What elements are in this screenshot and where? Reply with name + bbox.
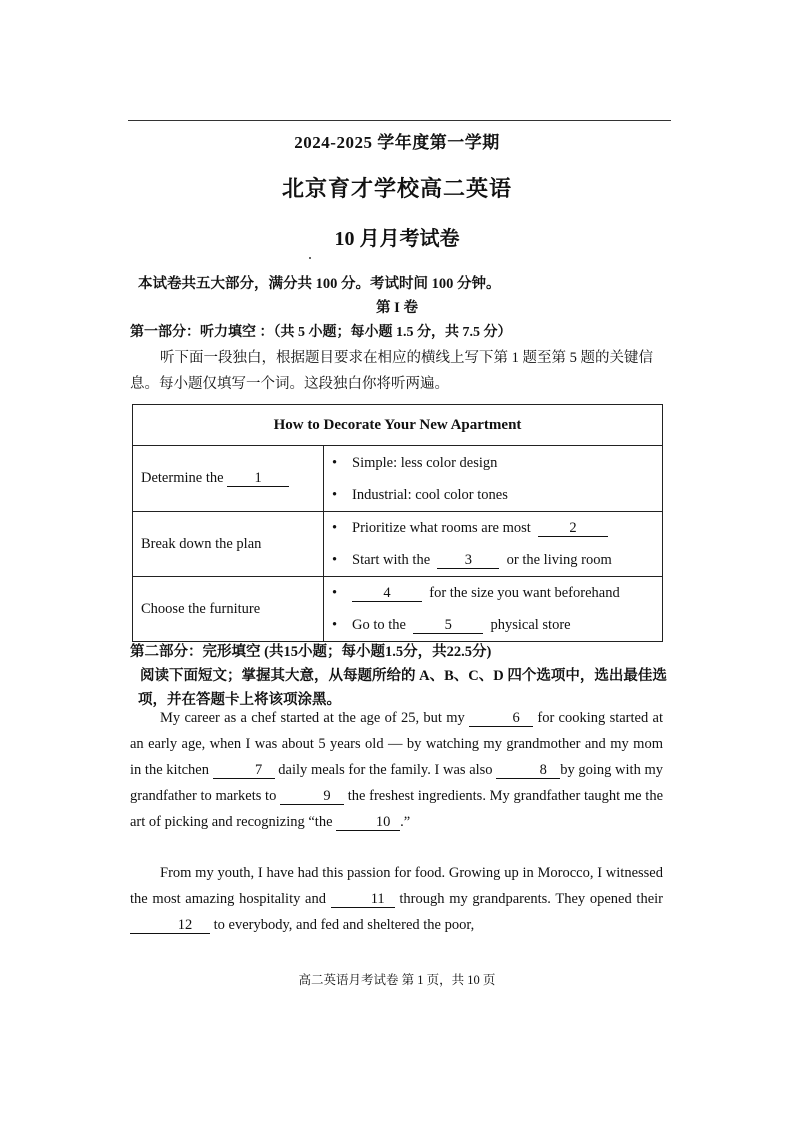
table-row	[133, 577, 663, 642]
passage-paragraph-1: My career as a chef started at the age of 25, but my 6 for cooking started at an early age, when I was about 5 years old — by watching my grandmother and my mom in the kitchen 7 daily meals for the family. I was also 8 by going with my grandfather to markets to 9 the freshest ingredients. My grandfather taught me the art of picking and recognizing “the 10 .”	[130, 710, 664, 830]
listening-table	[132, 404, 663, 642]
exam-title: 10 月月考试卷	[334, 228, 460, 250]
page-footer: 高二英语月考试卷 第 1 页，共 10 页	[298, 973, 496, 987]
passage-paragraph-2: From my youth, I have had this passion for food. Growing up in Morocco, I witnessed the most amazing hospitality and 11 through my grandparents. They opened their 12 to everybody, and fed and sheltered the poor,	[130, 865, 664, 933]
part2-heading: 第二部分：完形填空 (共15小题；每小题1.5分，共22.5分)	[130, 644, 492, 660]
cloze-blank-8[interactable]: 8	[496, 762, 560, 779]
list-item: • 4 for the size you want beforehand	[332, 585, 620, 601]
row-label: Break down the plan	[133, 512, 324, 577]
answer-blank-2[interactable]: 2	[538, 520, 608, 537]
list-item: • Prioritize what rooms are most 2	[332, 512, 662, 544]
list-item: • Simple: less color design	[332, 454, 498, 471]
answer-blank-5[interactable]: 5	[413, 617, 483, 634]
answer-blank-4[interactable]: 4	[352, 585, 422, 602]
exam-intro: 本试卷共五大部分，满分共 100 分。考试时间 100 分钟。	[138, 276, 501, 292]
table-title: How to Decorate Your New Apartment	[133, 405, 663, 446]
answer-blank-3[interactable]: 3	[437, 552, 499, 569]
exam-year: 2024-2025 学年度第一学期	[294, 133, 500, 152]
table-row	[133, 446, 663, 512]
list-item: • Go to the 5 physical store	[332, 617, 571, 633]
row-label: Determine the 1	[133, 446, 324, 512]
school-title: 北京育才学校高二英语	[281, 176, 512, 201]
row-label: Choose the furniture	[133, 577, 324, 642]
part1-instructions: 听下面一段独白，根据题目要求在相应的横线上写下第 1 题至第 5 题的关键信息。每小题仅填写一个词。这段独白你将听两遍。	[130, 350, 653, 392]
cloze-blank-7[interactable]: 7	[213, 762, 275, 779]
table-row	[133, 512, 663, 577]
list-item: • Industrial: cool color tones	[332, 486, 508, 503]
list-item: • Start with the 3 or the living room	[332, 552, 612, 568]
volume-label: 第 I 卷	[376, 300, 418, 316]
cloze-blank-12[interactable]: 12	[130, 917, 210, 934]
part2-instructions: 阅读下面短文；掌握其大意，从每题所给的 A、B、C、D 四个选项中，选出最佳选项，并在答题卡上将该项涂黑。	[138, 668, 667, 708]
cloze-blank-9[interactable]: 9	[280, 788, 344, 805]
scan-speck	[309, 257, 311, 259]
cloze-blank-6[interactable]: 6	[469, 710, 533, 727]
part1-heading: 第一部分：听力填空 ：（共 5 小题；每小题 1.5 分，共 7.5 分）	[130, 325, 512, 340]
top-rule	[128, 120, 671, 121]
cloze-blank-11[interactable]: 11	[331, 891, 395, 908]
answer-blank-1[interactable]: 1	[227, 470, 289, 487]
cloze-blank-10[interactable]: 10	[336, 814, 400, 831]
